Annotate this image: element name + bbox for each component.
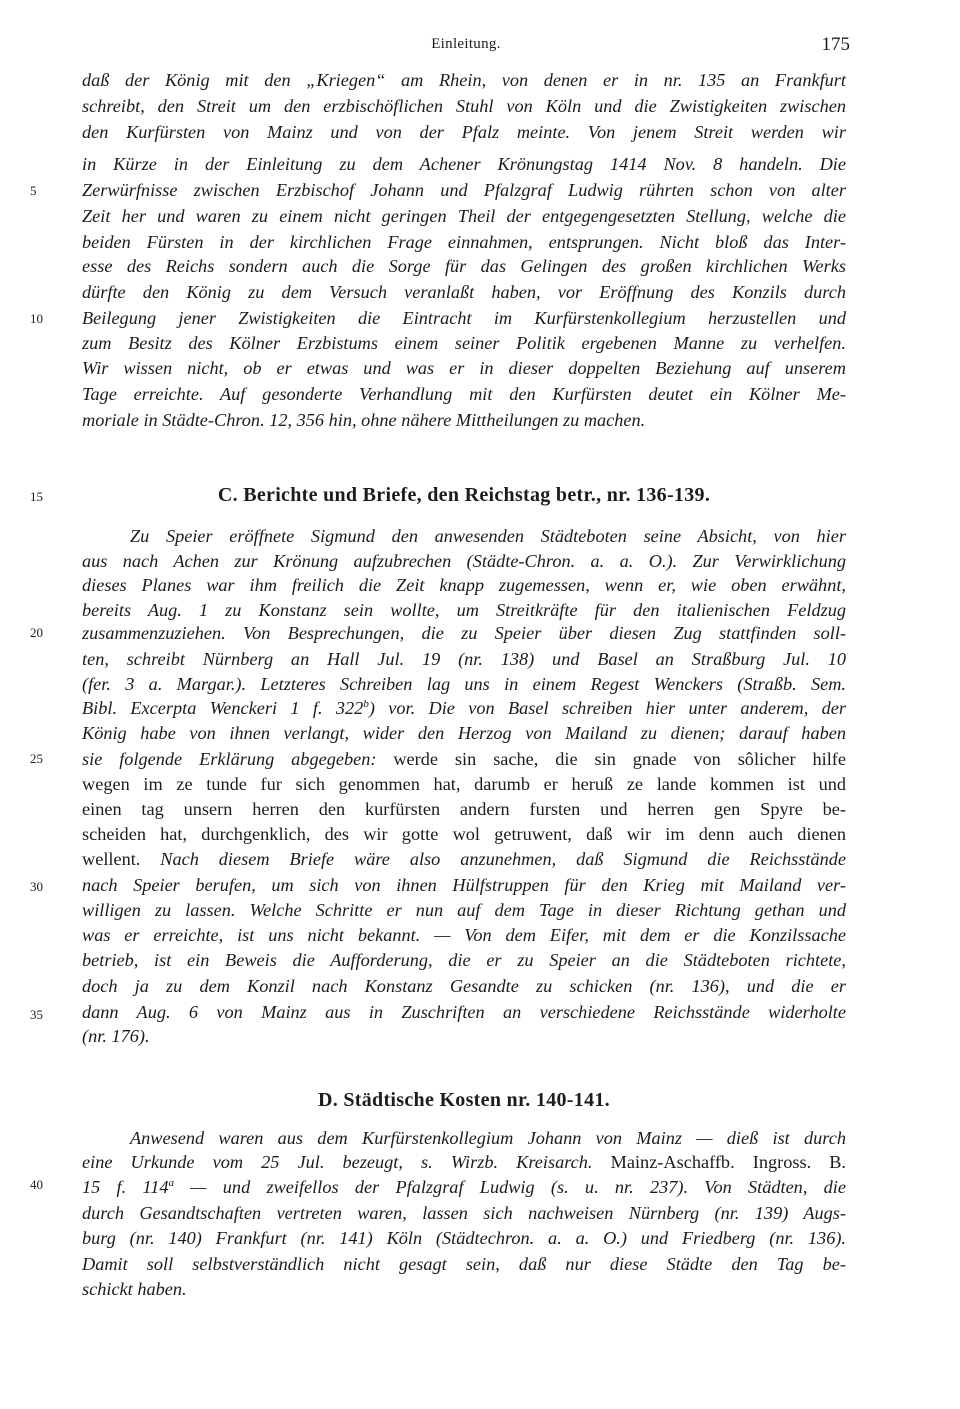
running-title: Einleitung. — [431, 36, 501, 52]
text-segment: sie folgende Erklärung abgegeben: — [82, 749, 394, 769]
text-line: (fer. 3 a. Margar.). Letzteres Schreiben lag uns in einem Regest Wenckers (Straßb. Sem. — [82, 674, 846, 694]
line-number: 20 — [30, 625, 43, 640]
text-line: einen tag unsern herren den kurfürsten andern fursten und herren gen Spyre be- — [82, 799, 846, 819]
text-segment: wellent. — [82, 849, 161, 869]
line-number: 25 — [30, 751, 43, 766]
section-heading-d: D. Städtische Kosten nr. 140-141. — [318, 1089, 610, 1111]
text-line — [82, 1173, 846, 1201]
text-line: moriale in Städte-Chron. 12, 356 hin, ohne nähere Mittheilungen zu machen. — [82, 410, 646, 430]
text-segment: Nach diesem Briefe wäre also anzunehmen, daß Sigmund die Reichsstände — [160, 849, 847, 869]
text-line: Wir wissen nicht, ob er etwas und was er in dieser doppelten Beziehung auf unserem — [82, 358, 846, 378]
section-heading-c: C. Berichte und Briefe, den Reichstag betr., nr. 136-139. — [217, 484, 711, 506]
text-line: zusammenzuziehen. Von Besprechungen, die zu Speier über diesen Zug stattfinden soll- — [82, 623, 846, 643]
text-segment: — und zweifellos der Pfalzgraf Ludwig (s. u. nr. 237). Von Städten, die — [174, 1177, 846, 1197]
text-line: Anwesend waren aus dem Kurfürstenkollegium Johann von Mainz — dieß ist durch — [130, 1128, 846, 1148]
text-line: was er erreichte, ist uns nicht bekannt. — Von dem Eifer, mit dem er die Konzilssache — [82, 925, 846, 945]
line-number: 40 — [30, 1177, 43, 1192]
text-line: (nr. 176). — [82, 1026, 150, 1046]
page-number: 175 — [821, 34, 850, 55]
text-line: schreibt, den Streit um den erzbischöflichen Stuhl von Köln und die Zwistigkeiten zwischen — [82, 96, 846, 116]
line-number: 15 — [30, 489, 43, 504]
text-line: dürfte den König zu dem Versuch veranlaßt haben, vor Eröffnung des Konzils durch — [82, 282, 846, 302]
text-line: ten, schreibt Nürnberg an Hall Jul. 19 (nr. 138) und Basel an Straßburg Jul. 10 — [82, 649, 846, 669]
text-segment: 15 f. 114 — [82, 1177, 169, 1197]
text-segment: Bibl. Excerpta Wenckeri 1 f. 322 — [82, 698, 364, 718]
text-line: den Kurfürsten von Mainz und von der Pfalz meinte. Von jenem Streit werden wir — [82, 122, 846, 142]
text-segment: Mainz-Aschaffb. Ingross. B. — [610, 1152, 846, 1172]
text-line: wegen im ze tunde fur sich genommen hat, darumb er heruß ze lande kommen ist und — [82, 774, 846, 794]
text-segment: eine Urkunde vom 25 Jul. bezeugt, s. Wirzb. Kreisarch. — [82, 1152, 611, 1172]
line-number: 5 — [30, 183, 37, 198]
text-line: nach Speier berufen, um sich von ihnen Hülfstruppen für den Krieg mit Mailand ver- — [82, 875, 846, 895]
text-line: schickt haben. — [82, 1279, 187, 1299]
text-line: willigen zu lassen. Welche Schritte er nun auf dem Tage in dieser Richtung gethan und — [82, 900, 846, 920]
text-line: betrieb, ist ein Beweis die Aufforderung, die er zu Speier an die Städteboten richtete, — [82, 950, 846, 970]
text-line: aus nach Achen zur Krönung aufzubrechen (Städte-Chron. a. a. O.). Zur Verwirklichung — [82, 551, 846, 571]
running-head — [82, 36, 850, 60]
line-number: 35 — [30, 1007, 43, 1022]
text-segment: werde sin sache, die sin gnade von sôlicher hilfe — [393, 749, 846, 769]
text-line — [82, 845, 846, 873]
text-line: König habe von ihnen verlangt, wider den Herzog von Mailand zu dienen; darauf haben — [82, 723, 846, 743]
text-line: beiden Fürsten in der kirchlichen Frage einnahmen, entsprungen. Nicht bloß das Inter- — [82, 232, 846, 252]
text-line: Zerwürfnisse zwischen Erzbischof Johann und Pfalzgraf Ludwig rührten schon von alter — [82, 180, 846, 200]
text-line: zum Besitz des Kölner Erzbistums einem seiner Politik ergebenen Manne zu verhelfen. — [82, 333, 846, 353]
superscript: b — [363, 697, 369, 710]
text-line: bereits Aug. 1 zu Konstanz sein wollte, um Streitkräfte für den italienischen Feldzug — [82, 600, 846, 620]
text-line: durch Gesandtschaften vertreten waren, lassen sich nachweisen Nürnberg (nr. 139) Augs- — [82, 1203, 846, 1223]
line-number: 30 — [30, 879, 43, 894]
superscript: a — [168, 1176, 175, 1189]
text-line — [82, 694, 846, 722]
text-line: Zu Speier eröffnete Sigmund den anwesenden Städteboten seine Absicht, von hier — [130, 526, 846, 546]
text-line: scheiden hat, durchgenklich, des wir gotte wol getruwent, daß wir im denn auch dienen — [82, 824, 846, 844]
text-line: Zeit her und waren zu einem nicht geringen Theil der entgegengesetzten Stellung, welche die — [82, 206, 846, 226]
text-line: Tage erreichte. Auf gesonderte Verhandlung mit den Kurfürsten deutet ein Kölner Me- — [82, 384, 846, 404]
text-line: in Kürze in der Einleitung zu dem Achener Krönungstag 1414 Nov. 8 handeln. Die — [82, 154, 846, 174]
text-line: dieses Planes war ihm freilich die Zeit knapp zugemessen, wenn er, wie oben erwähnt, — [82, 575, 846, 595]
text-segment: ) vor. Die von Basel schreiben hier unter anderem, der — [368, 698, 846, 718]
text-line: Beilegung jener Zwistigkeiten die Eintracht im Kurfürstenkollegium herzustellen und — [82, 308, 846, 328]
text-line: esse des Reichs sondern auch die Sorge für das Gelingen des großen kirchlichen Werks — [82, 256, 846, 276]
text-line — [82, 1148, 846, 1176]
text-line: burg (nr. 140) Frankfurt (nr. 141) Köln (Städtechron. a. a. O.) und Friedberg (nr. 136). — [82, 1228, 846, 1248]
text-line — [82, 745, 846, 773]
text-line: dann Aug. 6 von Mainz aus in Zuschriften an verschiedene Reichsstände widerholte — [82, 1002, 846, 1022]
text-line: daß der König mit den „Kriegen“ am Rhein, von denen er in nr. 135 an Frankfurt — [82, 70, 846, 90]
text-line: doch ja zu dem Konzil nach Konstanz Gesandte zu schicken (nr. 136), und die er — [82, 976, 846, 996]
line-number: 10 — [30, 311, 43, 326]
text-line: Damit soll selbstverständlich nicht gesagt sein, daß nur diese Städte den Tag be- — [82, 1254, 846, 1274]
